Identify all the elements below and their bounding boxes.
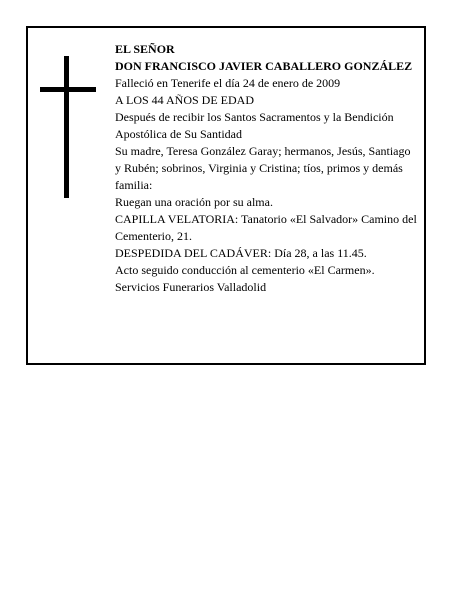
chapel-info: CAPILLA VELATORIA: Tanatorio «El Salvador» Camino del Cementerio, 21. <box>115 212 417 243</box>
deceased-name: DON FRANCISCO JAVIER CABALLERO GONZÁLEZ <box>115 59 413 73</box>
sacraments-statement: Después de recibir los Santos Sacramentos y la Bendición Apostólica de Su Santidad <box>115 110 394 141</box>
cross-vertical-bar <box>64 56 69 198</box>
notice-text <box>115 41 419 296</box>
funeral-home: Servicios Funerarios Valladolid <box>115 280 267 294</box>
cross-horizontal-bar <box>40 87 96 92</box>
prayer-request: Ruegan una oración por su alma. <box>115 195 273 209</box>
notice-title: EL SEÑOR <box>115 42 175 56</box>
obituary-notice <box>26 26 426 365</box>
cross-icon <box>40 56 96 198</box>
burial-info: Acto seguido conducción al cementerio «El Carmen». <box>115 263 375 277</box>
death-statement: Falleció en Tenerife el día 24 de enero de 2009 <box>115 76 341 90</box>
family-statement: Su madre, Teresa González Garay; hermanos, Jesús, Santiago y Rubén; sobrinos, Virginia y Cristina; tíos, primos y demás familia: <box>115 144 411 192</box>
farewell-info: DESPEDIDA DEL CADÁVER: Día 28, a las 11.45. <box>115 246 367 260</box>
age-statement: A LOS 44 AÑOS DE EDAD <box>115 93 255 107</box>
